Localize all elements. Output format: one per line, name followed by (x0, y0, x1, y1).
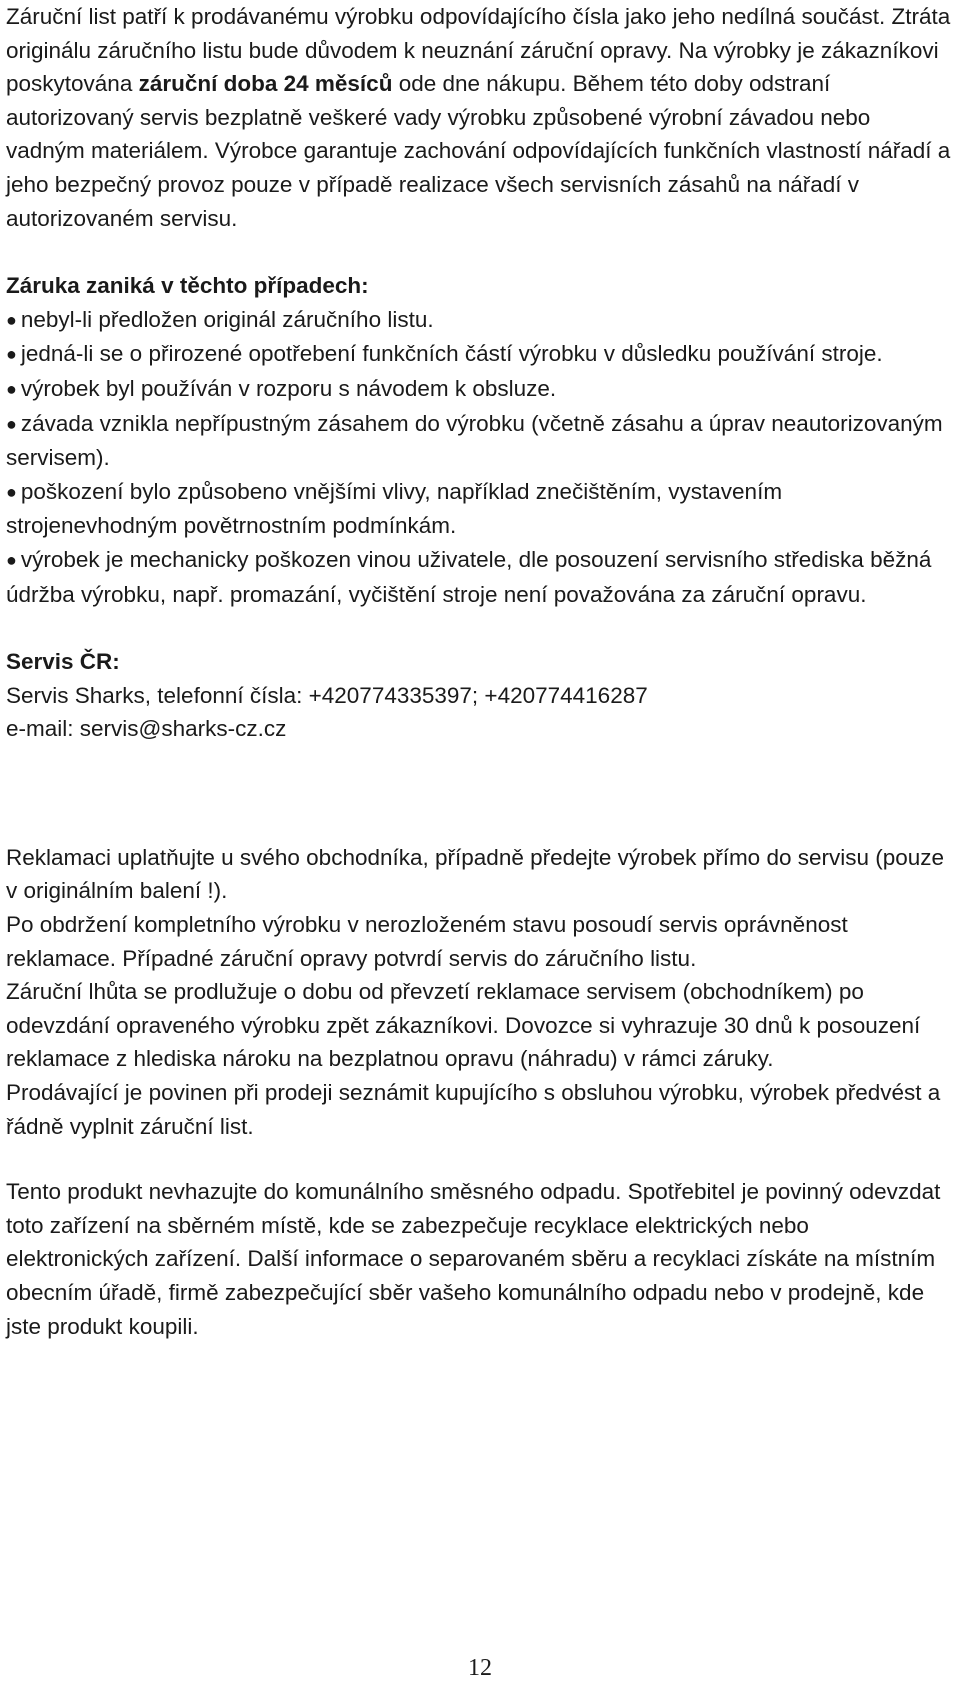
list-item (6, 303, 954, 338)
bullet-icon: ● (6, 413, 17, 434)
bullet-icon: ● (6, 378, 17, 399)
list-item (6, 372, 954, 407)
page-number: 12 (468, 1655, 492, 1681)
list-item-text: poškození bylo způsobeno vnějšími vlivy, například znečištěním, vystavením strojenevhodným povětrnostním podmínkám. (6, 478, 783, 539)
list-item (6, 475, 954, 543)
warranty-intro-paragraph (6, 0, 954, 235)
claims-paragraph-3: Záruční lhůta se prodlužuje o dobu od převzetí reklamace servisem (obchodníkem) po odevzdání opraveného výrobku zpět zákazníkovi. Dovozce si vyhrazuje 30 dnů k posouzení reklamace z hlediska nároku na bezplatnou opravu (náhradu) v rámci záruky. (6, 979, 921, 1072)
bullet-icon: ● (6, 481, 17, 502)
warranty-void-heading (6, 269, 954, 303)
service-email-line: e-mail: servis@sharks-cz.cz (6, 716, 287, 742)
bullet-icon: ● (6, 549, 17, 570)
warranty-void-heading-text: Záruka zaniká v těchto případech: (6, 273, 369, 299)
list-item (6, 337, 954, 372)
warranty-intro-text-a: Záruční list patří k prodávanému výrobku odpovídajícího čísla jako jeho nedílná součást. Ztráta originálu záručního listu bude důvodem k neuznání záruční opravy. Na výrobky je zákazníkovi poskytována (6, 4, 951, 97)
bullet-icon: ● (6, 309, 17, 330)
list-item-text: nebyl-li předložen originál záručního listu. (20, 306, 434, 332)
list-item-text: jedná-li se o přirozené opotřebení funkčních částí výrobku v důsledku používání stroje. (20, 341, 883, 367)
list-item-text: výrobek byl používán v rozporu s návodem k obsluze. (20, 375, 557, 401)
service-heading-text: Servis ČR: (6, 649, 120, 675)
service-heading (6, 645, 954, 679)
claims-paragraph-1: Reklamaci uplatňujte u svého obchodníka, případně předejte výrobek přímo do servisu (pouze v originálním balení !). (6, 844, 945, 904)
claims-paragraph-2: Po obdržení kompletního výrobku v nerozloženém stavu posoudí servis oprávněnost reklamace. Případné záruční opravy potvrdí servis do záručního listu. (6, 912, 848, 971)
disposal-paragraph: Tento produkt nevhazujte do komunálního směsného odpadu. Spotřebitel je povinný odevzdat toto zařízení na sběrném místě, kde se zabezpečuje recyklace elektrických nebo elektronických zařízení. Další informace o separovaném sběru a recyklaci získáte na místním obecním úřadě, firmě zabezpečující sběr vašeho komunálního odpadu nebo v prodejně, kde jste produkt koupili. (6, 1179, 941, 1339)
list-item (6, 407, 954, 475)
document-page (6, 0, 954, 1343)
service-phone-line: Servis Sharks, telefonní čísla: +420774335397; +420774416287 (6, 682, 648, 708)
claims-paragraph-4: Prodávající je povinen při prodeji seznámit kupujícího s obsluhou výrobku, výrobek předvést a řádně vyplnit záruční list. (6, 1080, 941, 1139)
list-item-text: závada vznikla nepřípustným zásahem do výrobku (včetně zásahu a úprav neautorizovaným servisem). (6, 410, 943, 471)
list-item-text: výrobek je mechanicky poškozen vinou uživatele, dle posouzení servisního střediska běžná údržba výrobku, např. promazání, vyčištění stroje není považována za záruční opravu. (6, 546, 932, 607)
list-item (6, 543, 954, 611)
bullet-icon: ● (6, 344, 17, 365)
warranty-intro-text-b: ode dne nákupu. Během této doby odstraní autorizovaný servis bezplatně veškeré vady výrobku způsobené výrobní závadou nebo vadným materiálem. Výrobce garantuje zachování odpovídajících funkčních vlastností nářadí a jeho bezpečný provoz pouze v případě realizace všech servisních zásahů na nářadí v autorizovaném servisu. (6, 71, 951, 231)
warranty-period-bold: záruční doba 24 měsíců (138, 71, 393, 97)
